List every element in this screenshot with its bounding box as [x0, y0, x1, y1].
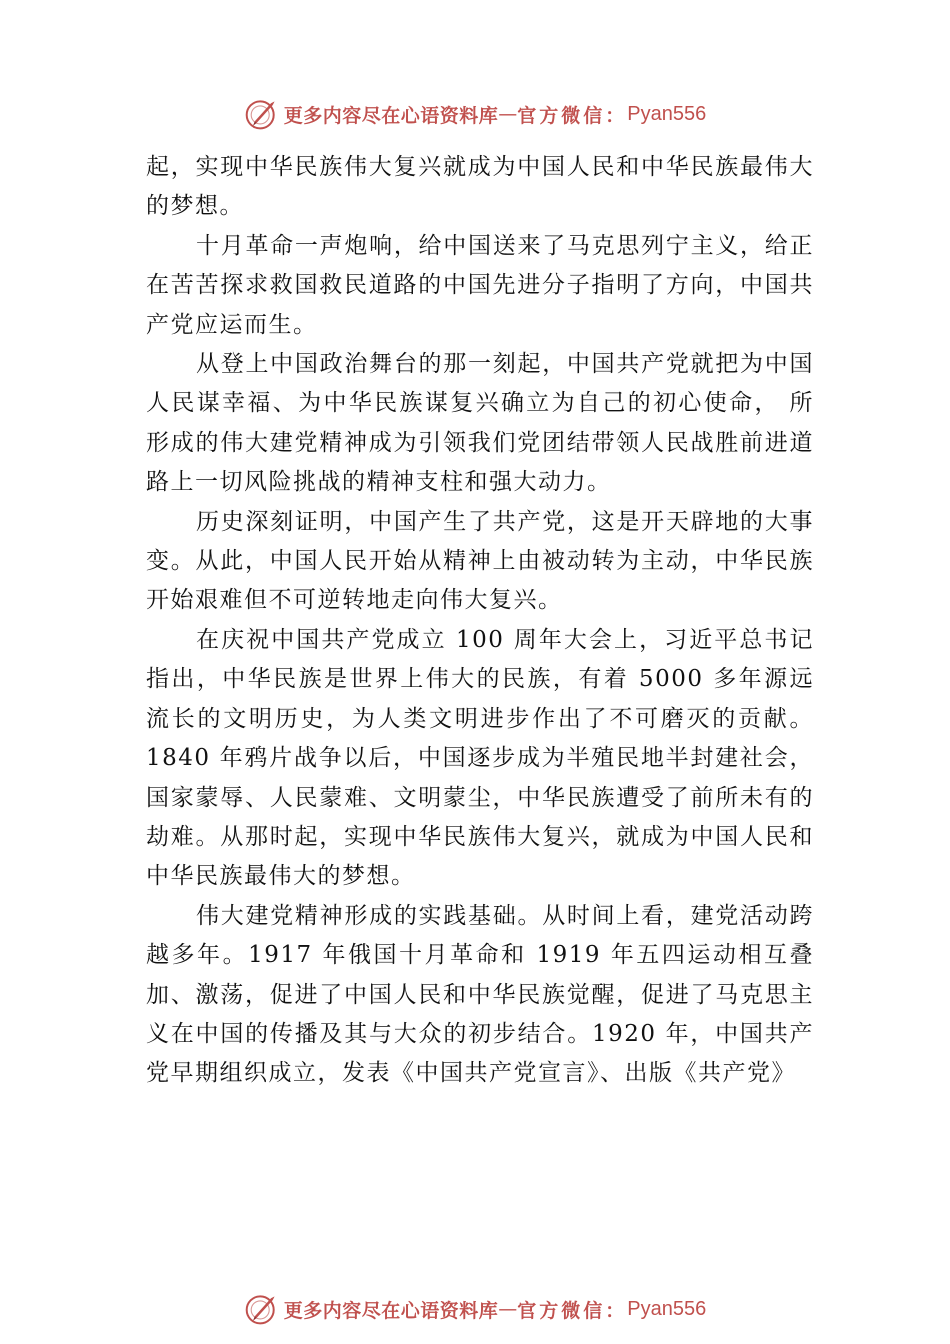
paragraph: 历史深刻证明，中国产生了共产党，这是开天辟地的大事变。从此，中国人民开始从精神上由被动转为主动，中华民族开始艰难但不可逆转地走向伟大复兴。	[146, 508, 814, 614]
footer-banner	[0, 1287, 950, 1331]
paragraph-continuation: 起，实现中华民族伟大复兴就成为中国人民和中华民族最伟大的梦想。	[146, 154, 814, 220]
pen-nib-logo-icon	[244, 1291, 280, 1327]
paragraph: 在庆祝中国共产党成立 100 周年大会上，习近平总书记指出，中华民族是世界上伟大的民族，有着 5000 多年源远流长的文明历史，为人类文明进步作出了不可磨灭的贡献。1840 年鸦片战争以后，中国逐步成为半殖民地半封建社会，国家蒙辱、人民蒙难、文明蒙尘，中华民族遭受了前所未有的劫难。从那时起，实现中华民族伟大复兴，就成为中国人民和中华民族最伟大的梦想。	[146, 626, 814, 890]
banner-separator: —	[498, 1298, 518, 1320]
banner-wechat-id: Pyan556	[627, 102, 707, 125]
paragraph: 十月革命一声炮响，给中国送来了马克思列宁主义，给正在苦苦探求救国救民道路的中国先进分子指明了方向，中国共产党应运而生。	[146, 232, 814, 338]
pen-nib-logo-icon	[244, 96, 280, 132]
paragraph: 伟大建党精神形成的实践基础。从时间上看，建党活动跨越多年。1917 年俄国十月革命和 1919 年五四运动相互叠加、激荡，促进了中国人民和中华民族觉醒，促进了马克思主义在中国的传播及其与大众的初步结合。1920 年，中国共产党早期组织成立，发表《中国共产党宣言》、出版《共产党》	[146, 902, 814, 1087]
header-banner	[0, 92, 950, 136]
banner-wechat-label: 官方微信：	[517, 104, 628, 127]
banner-wechat-label: 官方微信：	[517, 1299, 628, 1322]
banner-wechat-id: Pyan556	[627, 1297, 707, 1320]
paragraph: 从登上中国政治舞台的那一刻起，中国共产党就把为中国人民谋幸福、为中华民族谋复兴确立为自己的初心使命， 所形成的伟大建党精神成为引领我们党团结带领人民战胜前进道路上一切风险挑战的精神支柱和强大动力。	[146, 351, 814, 496]
banner-main-text: 更多内容尽在心语资料库	[283, 1299, 499, 1322]
document-body	[146, 148, 814, 1094]
banner-separator: —	[498, 103, 518, 125]
banner-main-text: 更多内容尽在心语资料库	[283, 104, 499, 127]
